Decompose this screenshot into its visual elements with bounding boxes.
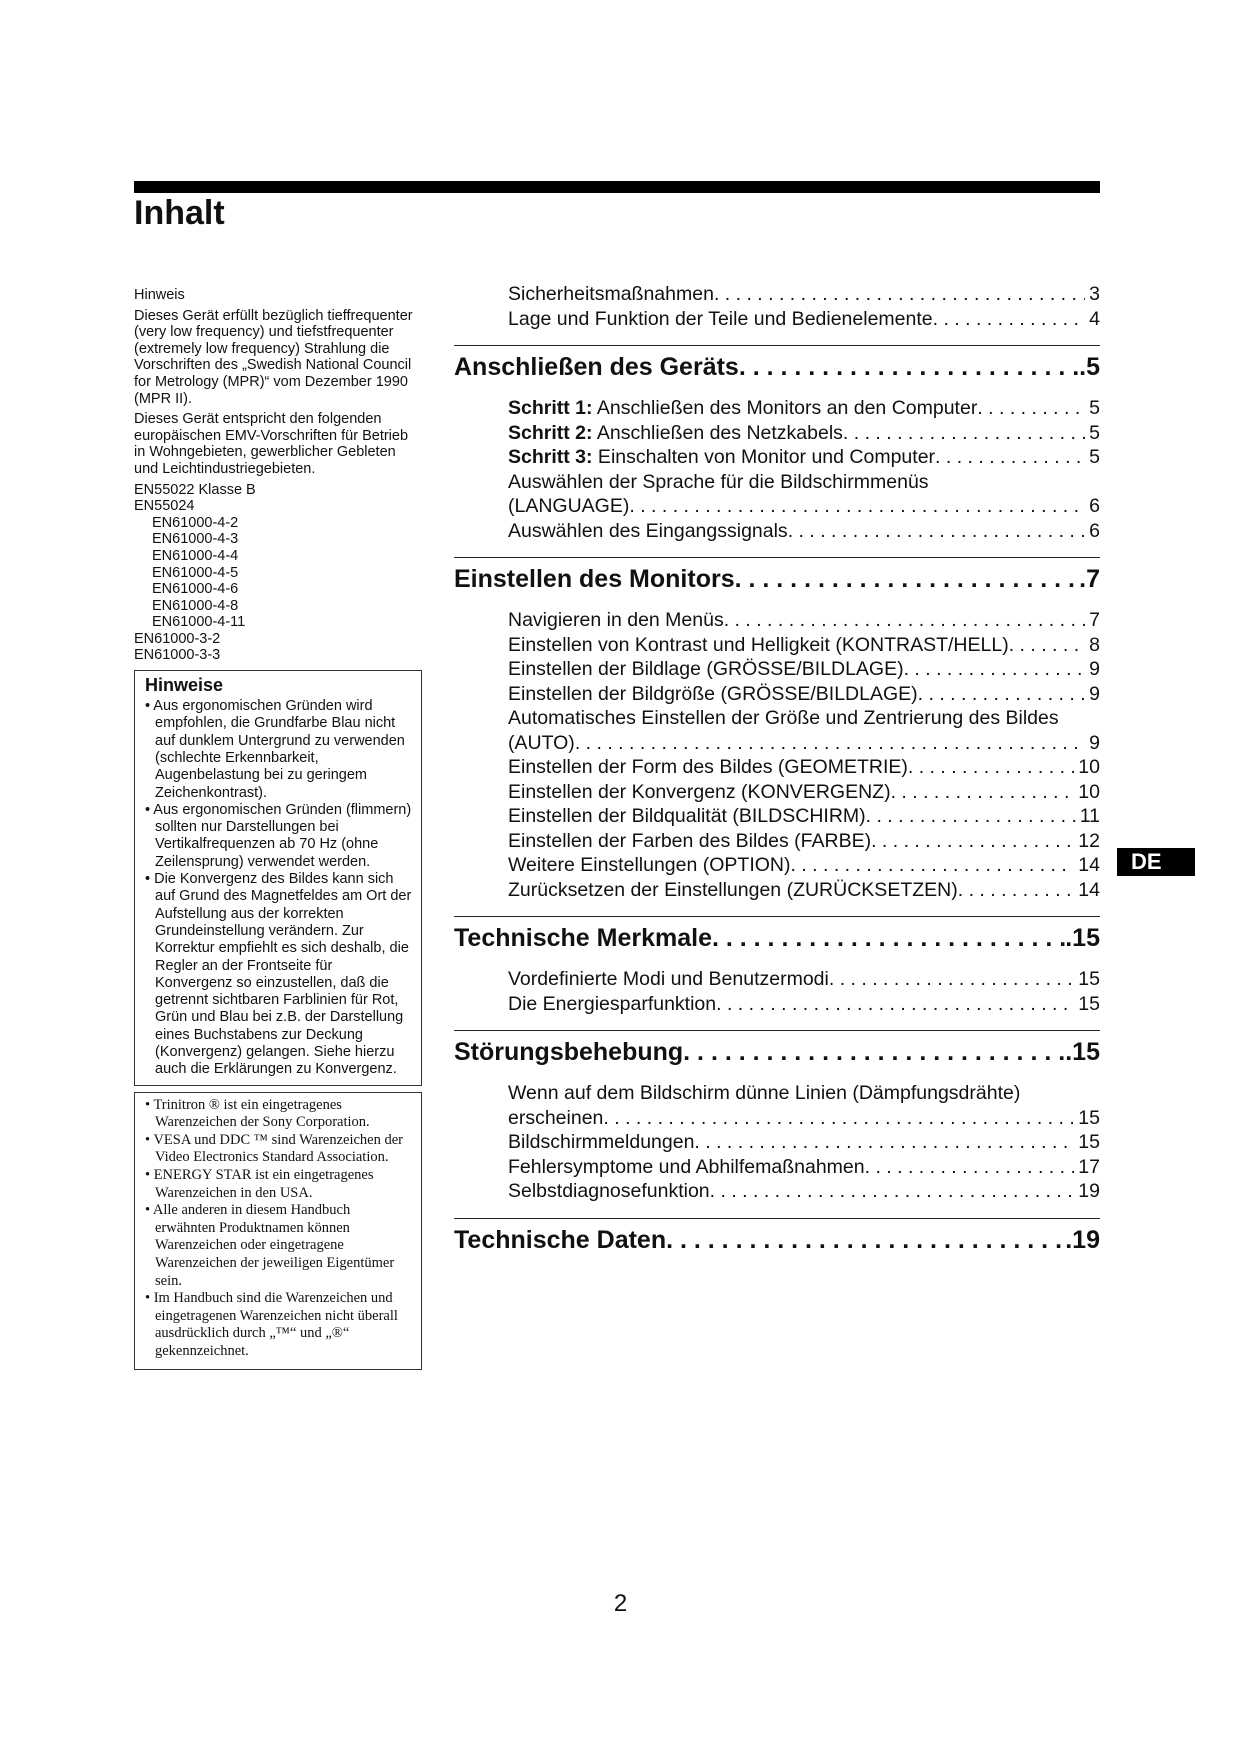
notice-paragraph-2: Dieses Gerät entspricht den folgenden europäischen EMV-Vorschriften für Betrieb in Wohngebieten, gewerblicher Gebleten und Leichtindustriegebieten. — [134, 411, 409, 477]
trademark-box — [134, 1092, 422, 1370]
dot-leader — [935, 445, 1085, 470]
toc-entry[interactable] — [454, 1179, 1100, 1204]
hint-item: • Aus ergonomischen Gründen wird empfohlen, die Grundfarbe Blau nicht auf dunklem Untergrund zu verwenden (schlechte Erkennbarkeit, Augenbelastung bei zu geringem Zeichenkontrast). — [145, 698, 405, 801]
toc-entry-label: Navigieren in den Menüs — [508, 609, 724, 631]
toc-entry-first-line: Automatisches Einstellen der Größe und Zentrierung des Bildes — [508, 707, 1059, 729]
toc-section-heading[interactable] — [454, 352, 1100, 382]
toc-entry-row — [508, 445, 1100, 470]
toc-entry[interactable] — [454, 992, 1100, 1017]
toc-section-title: Technische Daten — [454, 1225, 667, 1254]
toc-entry[interactable] — [454, 829, 1100, 854]
toc-section-page: .15 — [1065, 924, 1100, 952]
dot-leader — [710, 1179, 1075, 1204]
toc-entry-row — [508, 829, 1100, 854]
dot-leader — [714, 282, 1085, 307]
toc-section — [454, 1030, 1100, 1204]
trademark-item: • Im Handbuch sind die Warenzeichen und eingetragenen Warenzeichen nicht überall ausdrücklich durch „™“ und „®“ gekennzeichnet. — [145, 1290, 398, 1359]
hints-list — [145, 698, 413, 1079]
toc-entry[interactable] — [454, 421, 1100, 446]
toc-entry[interactable] — [454, 307, 1100, 332]
toc-entry-page: 10 — [1078, 756, 1100, 778]
hint-item: • Die Konvergenz des Bildes kann sich auf Grund des Magnetfeldes am Ort der Aufstellung aus der korrekten Grundeinstellung verändern. Zur Korrektur empfiehlt es sich deshalb, die Regler an der Frontseite für Konvergenz so einzustellen, daß die getrennt sichtbaren Farblinien für Rot, Grün und Blau bei z.B. der Darstellung eines Buchstabens zur Deckung (Konvergenz) gelangen. Siehe hierzu auch die Erklärungen zu Konvergenz. — [145, 871, 412, 1078]
toc-entry-row — [508, 1130, 1100, 1155]
dot-leader — [716, 992, 1074, 1017]
toc-entry-row — [508, 731, 1100, 756]
toc-section-heading[interactable] — [454, 1037, 1100, 1067]
toc-entry-row — [508, 608, 1100, 633]
toc-entry-row — [508, 307, 1100, 332]
toc-entry-label: Einstellen von Kontrast und Helligkeit (KONTRAST/HELL) — [508, 633, 1009, 656]
dot-leader — [829, 967, 1074, 992]
trademark-item: • ENERGY STAR ist ein eingetragenes Warenzeichen in den USA. — [145, 1166, 374, 1201]
toc-section — [454, 557, 1100, 902]
standard-item: EN61000-3-2 — [134, 630, 221, 647]
standard-item: EN55024 — [134, 498, 195, 515]
toc-entry-row — [508, 853, 1100, 878]
toc-sections — [454, 345, 1100, 1255]
table-of-contents — [454, 282, 1100, 1269]
dot-leader — [891, 780, 1075, 805]
notice-paragraph-1: Dieses Gerät erfüllt bezüglich tieffrequenter (very low frequency) und tiefstfrequenter (extremely low frequency) Strahlung die Vorschriften des „Swedish National Council for Metrology (MPR)“ vom Dezember 1990 (MPR II). — [134, 307, 413, 407]
toc-entry-row — [508, 755, 1100, 780]
toc-entry-page: 19 — [1078, 1180, 1100, 1202]
toc-entry[interactable] — [454, 445, 1100, 470]
dot-leader — [843, 421, 1085, 446]
toc-entry-page: 3 — [1089, 283, 1100, 305]
toc-entry-row — [508, 1179, 1100, 1204]
left-column — [134, 287, 422, 1370]
toc-entry-label: Einstellen der Farben des Bildes (FARBE) — [508, 829, 872, 852]
dot-leader — [683, 1037, 1065, 1067]
toc-entry-page: 6 — [1089, 519, 1100, 542]
toc-entry-label: Auswählen des Eingangssignals — [508, 519, 788, 542]
hint-item: • Aus ergonomischen Gründen (flimmern) sollten nur Darstellungen bei Vertikalfrequenzen ab 70 Hz (ohne Zeilensprung) verwendet werden. — [145, 801, 412, 870]
toc-intro — [454, 282, 1100, 331]
toc-entry-row — [508, 494, 1100, 519]
toc-entry-label: Einstellen der Bildgröße (GRÖSSE/BILDLAGE) — [508, 682, 918, 705]
toc-section — [454, 916, 1100, 1016]
toc-entry-label: Sicherheitsmaßnahmen — [508, 283, 714, 305]
dot-leader — [788, 519, 1085, 544]
toc-entry-label: Einstellen der Bildlage (GRÖSSE/BILDLAGE) — [508, 658, 904, 680]
toc-entry-label: Einstellen der Konvergenz (KONVERGENZ) — [508, 780, 891, 803]
toc-entry-page: 15 — [1078, 968, 1100, 990]
toc-entry-page: 11 — [1079, 805, 1100, 827]
toc-entry-page: 15 — [1078, 1106, 1100, 1129]
toc-section-heading[interactable] — [454, 1225, 1100, 1255]
toc-entry-page: 5 — [1089, 421, 1100, 444]
toc-entry-label: (LANGUAGE) — [508, 495, 630, 517]
toc-entry[interactable] — [454, 853, 1100, 878]
toc-entry-row — [508, 878, 1100, 903]
page-title: Inhalt — [134, 194, 225, 232]
toc-entry-label: Fehlersymptome und Abhilfemaßnahmen — [508, 1155, 865, 1178]
toc-section-page: .5 — [1079, 353, 1100, 381]
toc-entry-page: 8 — [1089, 633, 1100, 656]
dot-leader — [958, 878, 1075, 903]
toc-section-page: .7 — [1079, 565, 1100, 593]
toc-entry-page: 14 — [1078, 878, 1100, 901]
toc-entry-row — [508, 992, 1100, 1017]
toc-entry-page: 9 — [1089, 682, 1100, 705]
dot-leader — [791, 853, 1075, 878]
toc-entry-page: 15 — [1078, 992, 1100, 1015]
page-number: 2 — [613, 1590, 628, 1617]
toc-entry[interactable] — [454, 682, 1100, 707]
toc-entry-page: 5 — [1089, 446, 1100, 468]
dot-leader — [904, 657, 1086, 682]
trademark-item: • Trinitron ® ist ein eingetragenes Warenzeichen der Sony Corporation. — [145, 1096, 370, 1131]
toc-entry-step: Schritt 3: — [508, 446, 593, 468]
toc-entry-label: Schritt 3: Einschalten von Monitor und Computer — [508, 446, 936, 468]
toc-section-page: .19 — [1065, 1225, 1100, 1254]
toc-entry-row — [508, 682, 1100, 707]
dot-leader — [918, 682, 1085, 707]
toc-section-title: Technische Merkmale — [454, 924, 712, 952]
toc-section — [454, 345, 1100, 543]
toc-entry-row — [508, 657, 1100, 682]
toc-entry[interactable] — [454, 1130, 1100, 1155]
toc-entry-page: 17 — [1078, 1155, 1100, 1178]
toc-entry-row — [508, 967, 1100, 992]
toc-entry-row — [508, 804, 1100, 829]
dot-leader — [977, 396, 1085, 421]
toc-entry-label: Die Energiesparfunktion — [508, 992, 717, 1015]
toc-entry-label: Zurücksetzen der Einstellungen (ZURÜCKSETZEN) — [508, 878, 958, 901]
toc-entry-label: Selbstdiagnosefunktion — [508, 1180, 710, 1202]
toc-entry-page: 14 — [1078, 854, 1100, 876]
dot-leader — [865, 1155, 1075, 1180]
dot-leader — [575, 731, 1085, 756]
top-rule — [134, 181, 1100, 193]
toc-entry-page: 15 — [1078, 1131, 1100, 1153]
toc-entry-row — [508, 282, 1100, 307]
toc-entry-label: Einstellen der Form des Bildes (GEOMETRIE) — [508, 756, 908, 778]
toc-entry-first-line: Auswählen der Sprache für die Bildschirmmenüs — [508, 470, 929, 493]
standard-item: EN55022 Klasse B — [134, 481, 256, 498]
trademark-list — [143, 1097, 413, 1361]
dot-leader — [735, 564, 1080, 594]
toc-section-title: Einstellen des Monitors — [454, 565, 735, 593]
dot-leader — [908, 755, 1074, 780]
standard-item: EN61000-4-4 — [152, 547, 239, 564]
toc-entry-first-line: Wenn auf dem Bildschirm dünne Linien (Dämpfungsdrähte) — [508, 1082, 1021, 1104]
toc-entry-row — [508, 1106, 1100, 1131]
dot-leader — [724, 608, 1085, 633]
standard-item: EN61000-4-6 — [152, 581, 239, 598]
toc-entry[interactable] — [454, 804, 1100, 829]
toc-entry-label: (AUTO) — [508, 731, 575, 754]
toc-entry-step: Schritt 2: — [508, 421, 593, 444]
toc-entry-row — [508, 396, 1100, 421]
toc-entry-row — [508, 519, 1100, 544]
toc-section-title: Störungsbehebung — [454, 1038, 684, 1066]
dot-leader — [871, 829, 1074, 854]
toc-entry[interactable] — [454, 657, 1100, 682]
toc-entry-label: Lage und Funktion der Teile und Bedienelemente — [508, 307, 933, 330]
toc-entry-label: Schritt 1: Anschließen des Monitors an den Computer — [508, 397, 978, 419]
notice-heading: Hinweis — [134, 287, 185, 303]
toc-entry-page: 6 — [1089, 495, 1100, 517]
toc-entry-step: Schritt 1: — [508, 397, 593, 419]
standards-list — [134, 482, 422, 665]
dot-leader — [603, 1106, 1074, 1131]
toc-section-page: .15 — [1065, 1038, 1100, 1066]
dot-leader — [666, 1225, 1065, 1255]
toc-section — [454, 1218, 1100, 1255]
dot-leader — [933, 307, 1086, 332]
toc-section-title: Anschließen des Geräts — [454, 353, 739, 381]
dot-leader — [1009, 633, 1085, 658]
standard-item: EN61000-4-11 — [152, 614, 246, 631]
dot-leader — [866, 804, 1076, 829]
language-tab: DE — [1117, 848, 1195, 876]
trademark-item: • Alle anderen in diesem Handbuch erwähnten Produktnamen können Warenzeichen oder eingetragene Warenzeichen der jeweiligen Eigentümer sein. — [145, 1202, 395, 1289]
dot-leader — [712, 923, 1065, 953]
toc-entry-label: Einstellen der Bildqualität (BILDSCHIRM) — [508, 805, 866, 827]
toc-entry-label: Weitere Einstellungen (OPTION) — [508, 854, 791, 876]
toc-entry[interactable] — [454, 396, 1100, 421]
toc-entry-page: 10 — [1078, 780, 1100, 803]
toc-section-heading[interactable] — [454, 564, 1100, 594]
toc-entry-label: erscheinen — [508, 1106, 604, 1129]
toc-entry[interactable] — [454, 755, 1100, 780]
toc-entry[interactable] — [454, 706, 1100, 755]
dot-leader — [739, 352, 1079, 382]
toc-entry[interactable] — [454, 608, 1100, 633]
toc-entry[interactable] — [454, 1155, 1100, 1180]
standard-item: EN61000-4-8 — [152, 597, 239, 614]
toc-entry[interactable] — [454, 633, 1100, 658]
toc-entry[interactable] — [454, 1081, 1100, 1130]
toc-entry-label: Schritt 2: Anschließen des Netzkabels — [508, 421, 843, 444]
trademark-item: • VESA und DDC ™ sind Warenzeichen der Video Electronics Standard Association. — [145, 1131, 403, 1166]
toc-entry[interactable] — [454, 780, 1100, 805]
notice-block — [134, 287, 422, 478]
standard-item: EN61000-4-2 — [152, 514, 239, 531]
toc-entry-row — [508, 1155, 1100, 1180]
toc-entry-page: 4 — [1089, 307, 1100, 330]
toc-entry-page: 7 — [1089, 609, 1100, 631]
standard-item: EN61000-4-3 — [152, 531, 239, 548]
standard-item: EN61000-4-5 — [152, 564, 239, 581]
toc-entry-row — [508, 421, 1100, 446]
toc-entry[interactable] — [454, 282, 1100, 307]
hints-box — [134, 670, 422, 1086]
toc-entry[interactable] — [454, 519, 1100, 544]
toc-entry-row — [508, 780, 1100, 805]
toc-entry[interactable] — [454, 967, 1100, 992]
dot-leader — [694, 1130, 1074, 1155]
toc-entry-label: Vordefinierte Modi und Benutzermodi — [508, 968, 829, 990]
toc-entry-page: 9 — [1089, 731, 1100, 754]
toc-entry-row — [508, 633, 1100, 658]
hints-heading: Hinweise — [145, 675, 224, 696]
toc-entry-label: Bildschirmmeldungen — [508, 1131, 695, 1153]
toc-entry-page: 5 — [1089, 397, 1100, 419]
standard-item: EN61000-3-3 — [134, 647, 221, 664]
dot-leader — [629, 494, 1085, 519]
toc-entry-page: 12 — [1078, 829, 1100, 852]
toc-entry[interactable] — [454, 878, 1100, 903]
toc-entry[interactable] — [454, 470, 1100, 519]
toc-section-heading[interactable] — [454, 923, 1100, 953]
toc-entry-page: 9 — [1089, 658, 1100, 680]
